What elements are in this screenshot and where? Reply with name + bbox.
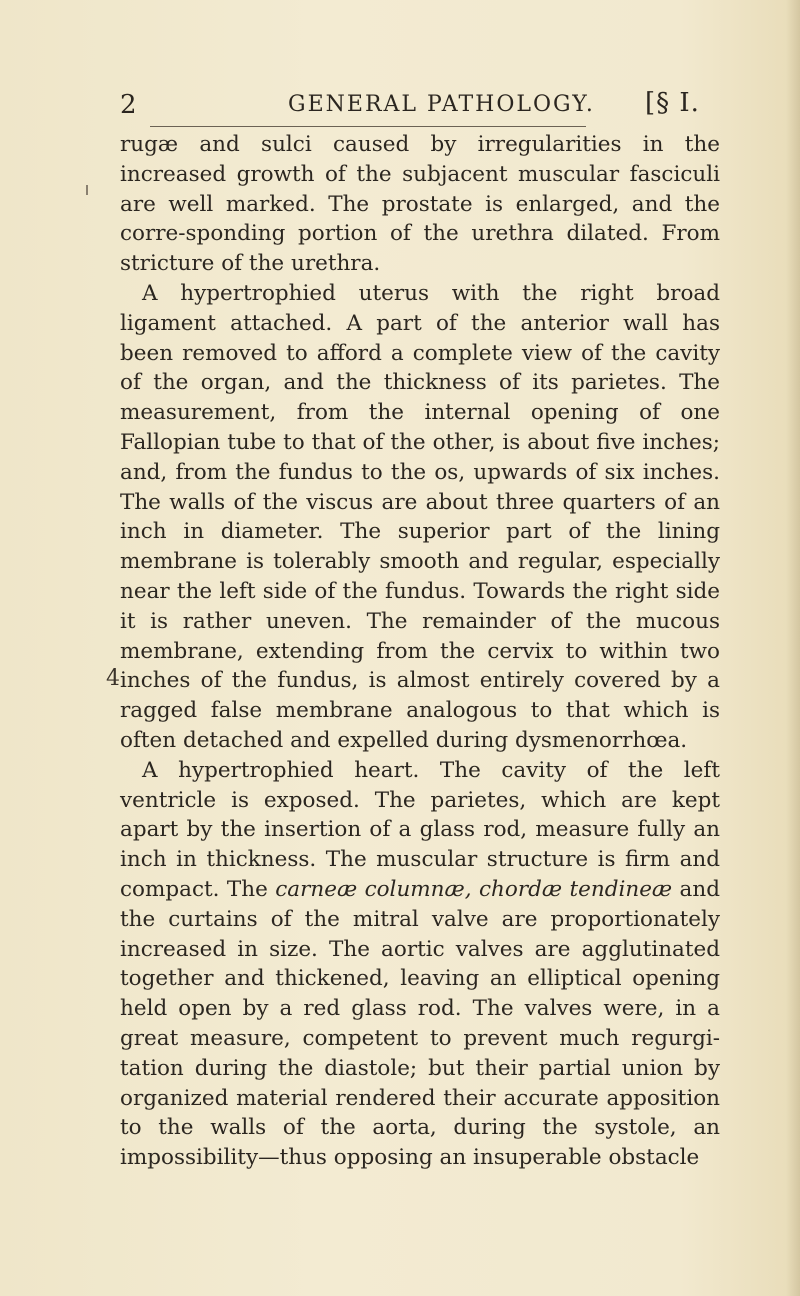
page-number: 2 [120,90,138,120]
running-header [118,86,718,126]
paragraph-uterus: A hypertrophied uterus with the right broad ligament attached. A part of the anterior wall has been removed to afford a complete view of the cavity of the organ, and the thickness of its parietes. The measurement, from the internal opening of one Fallopian tube to that of the other, is about five inches; and, from the fundus to the os, upwards of six inches. The walls of the viscus are about three quarters of an inch in diameter. The superior part of the lining membrane is tolerably smooth and regular, especially near the left side of the fundus. Towards the right side it is rather uneven. The remainder of the mucous membrane, extending from the cervix to within two inches of the fundus, is almost entirely covered by a ragged false membrane analogous to that which is often detached and expelled during dysmenorrhœa. [120,280,720,753]
margin-specimen-number: 4 [106,666,120,691]
page-edge-shadow [786,0,800,1296]
margin-tick-mark [86,185,88,195]
paragraph-heart-text-1: A hypertrophied heart. The cavity of the left ventricle is exposed. The parietes, which are kept apart by the insertion of a glass rod, measure fully an inch in thickness. The muscular structure is firm and compact. The [120,757,720,902]
body-text [120,130,720,1173]
running-title: GENERAL PATHOLOGY. [288,92,595,117]
paragraph-heart-text-2: and the curtains of the mitral valve are proportionately increased in size. The aortic valves are agglutinated together and thickened, leaving an elliptical opening held open by a red glass rod. The valves were, in a great measure, competent to prevent much regurgi-tation during the diastole; but their partial union by organized material rendered their accurate apposition to the walls of the aorta, during the systole, an impossibility—thus opposing an insuperable obstacle [120,876,720,1171]
section-reference: [§ I. [645,88,700,118]
paragraph-rugae: rugæ and sulci caused by irregularities in the increased growth of the subjacent muscular fasciculi are well marked. The prostate is enlarged, and the corre-sponding portion of the urethra dilated. From stricture of the urethra. [120,132,720,277]
paragraph-heart [120,756,720,1173]
paragraph-heart-italic-terms: carneæ columnæ, chordæ tendineæ [275,876,673,902]
header-rule [150,126,586,127]
